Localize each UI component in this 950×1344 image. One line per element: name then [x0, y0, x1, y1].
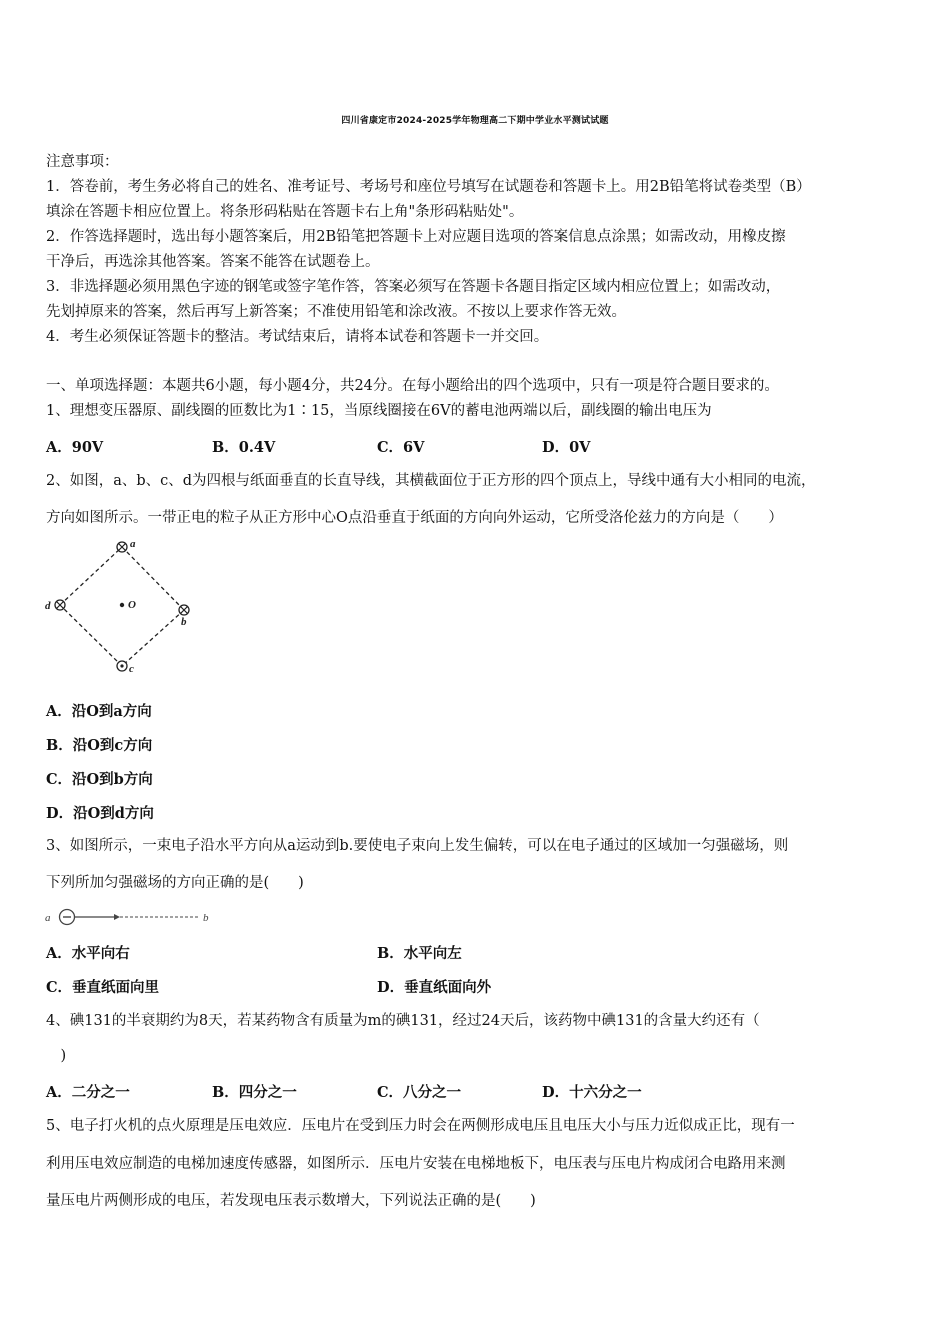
q2-stem-line: 方向如图所示。一带正电的粒子从正方形中心O点沿垂直于纸面的方向向外运动，它所受洛伦兹力的方向是（ ）	[46, 510, 783, 526]
q2-option-c: C．沿O到b方向	[46, 771, 153, 788]
q1-option-a: A．90V	[46, 439, 104, 456]
q4-option-c: C．八分之一	[377, 1084, 462, 1101]
label-a: a	[45, 912, 51, 924]
q3-option-d: D．垂直纸面向外	[377, 979, 492, 996]
notice-line: 填涂在答题卡相应位置上。将条形码粘贴在答题卡右上角"条形码粘贴处"。	[46, 204, 524, 220]
electron-icon	[60, 910, 75, 925]
label-b: b	[181, 616, 187, 628]
label-a: a	[130, 538, 136, 550]
page-title: 四川省康定市2024-2025学年物理高二下期中学业水平测试试题	[341, 116, 609, 126]
q3-option-c: C．垂直纸面向里	[46, 979, 160, 996]
wire-b-cross-icon	[179, 605, 189, 615]
q5-stem-line: 量压电片两侧形成的电压，若发现电压表示数增大，下列说法正确的是( )	[46, 1193, 536, 1209]
q3-stem-line: 下列所加匀强磁场的方向正确的是( )	[46, 875, 304, 891]
q1-stem: 1、理想变压器原、副线圈的匝数比为1∶15，当原线圈接在6V的蓄电池两端以后，副线圈的输出电压为	[46, 403, 712, 419]
notice-line: 干净后，再选涂其他答案。答案不能答在试题卷上。	[46, 254, 380, 270]
q2-option-b: B．沿O到c方向	[46, 737, 153, 754]
section-heading: 一、单项选择题：本题共6小题，每小题4分，共24分。在每小题给出的四个选项中，只有一项是符合题目要求的。	[46, 378, 779, 394]
notice-heading: 注意事项：	[46, 154, 119, 170]
q2-option-d: D．沿O到d方向	[46, 805, 154, 822]
notice-line: 2．作答选择题时，选出每小题答案后，用2B铅笔把答题卡上对应题目选项的答案信息点涂黑；如需改动，用橡皮擦	[46, 229, 786, 245]
notice-line: 先划掉原来的答案，然后再写上新答案；不准使用铅笔和涂改液。不按以上要求作答无效。	[46, 304, 626, 320]
q3-stem-line: 3、如图所示，一束电子沿水平方向从a运动到b.要使电子束向上发生偏转，可以在电子通过的区域加一匀强磁场，则	[46, 838, 789, 854]
label-c: c	[129, 663, 134, 675]
notice-line: 1．答卷前，考生务必将自己的姓名、准考证号、考场号和座位号填写在试题卷和答题卡上。用2B铅笔将试卷类型（B）	[46, 179, 811, 195]
electron-beam-figure	[42, 905, 222, 929]
wire-a-cross-icon	[117, 542, 127, 552]
notice-line: 4．考生必须保证答题卡的整洁。考试结束后，请将本试卷和答题卡一并交回。	[46, 329, 549, 345]
q4-option-a: A．二分之一	[46, 1084, 130, 1101]
q3-option-b: B．水平向左	[377, 945, 462, 962]
label-d: d	[45, 600, 51, 612]
square-wires-figure	[42, 536, 202, 676]
q5-stem-line: 5、电子打火机的点火原理是压电效应．压电片在受到压力时会在两侧形成电压且电压大小与压力近似成正比，现有一	[46, 1118, 795, 1134]
q2-stem-line: 2、如图，a、b、c、d为四根与纸面垂直的长直导线，其横截面位于正方形的四个顶点上，导线中通有大小相同的电流，	[46, 473, 816, 489]
wire-d-cross-icon	[55, 600, 65, 610]
notice-line: 3．非选择题必须用黑色字迹的钢笔或签字笔作答，答案必须写在答题卡各题目指定区域内相应位置上；如需改动，	[46, 279, 781, 295]
center-point-icon	[120, 603, 124, 607]
q4-option-b: B．四分之一	[212, 1084, 297, 1101]
label-b: b	[203, 912, 209, 924]
wire-c-dot-icon	[117, 661, 127, 671]
arrow-head-icon	[114, 914, 120, 920]
q4-option-d: D．十六分之一	[542, 1084, 642, 1101]
q5-stem-line: 利用压电效应制造的电梯加速度传感器，如图所示．压电片安装在电梯地板下，电压表与压电片构成闭合电路用来测	[46, 1156, 786, 1172]
q1-option-d: D．0V	[542, 439, 591, 456]
q2-option-a: A．沿O到a方向	[46, 703, 152, 720]
q1-option-b: B．0.4V	[212, 439, 276, 456]
q1-option-c: C．6V	[377, 439, 425, 456]
q3-option-a: A．水平向右	[46, 945, 130, 962]
q4-stem-line: )	[46, 1048, 67, 1064]
label-o: O	[128, 599, 136, 611]
q4-stem-line: 4、碘131的半衰期约为8天，若某药物含有质量为m的碘131，经过24天后，该药物中碘131的含量大约还有（	[46, 1013, 760, 1029]
